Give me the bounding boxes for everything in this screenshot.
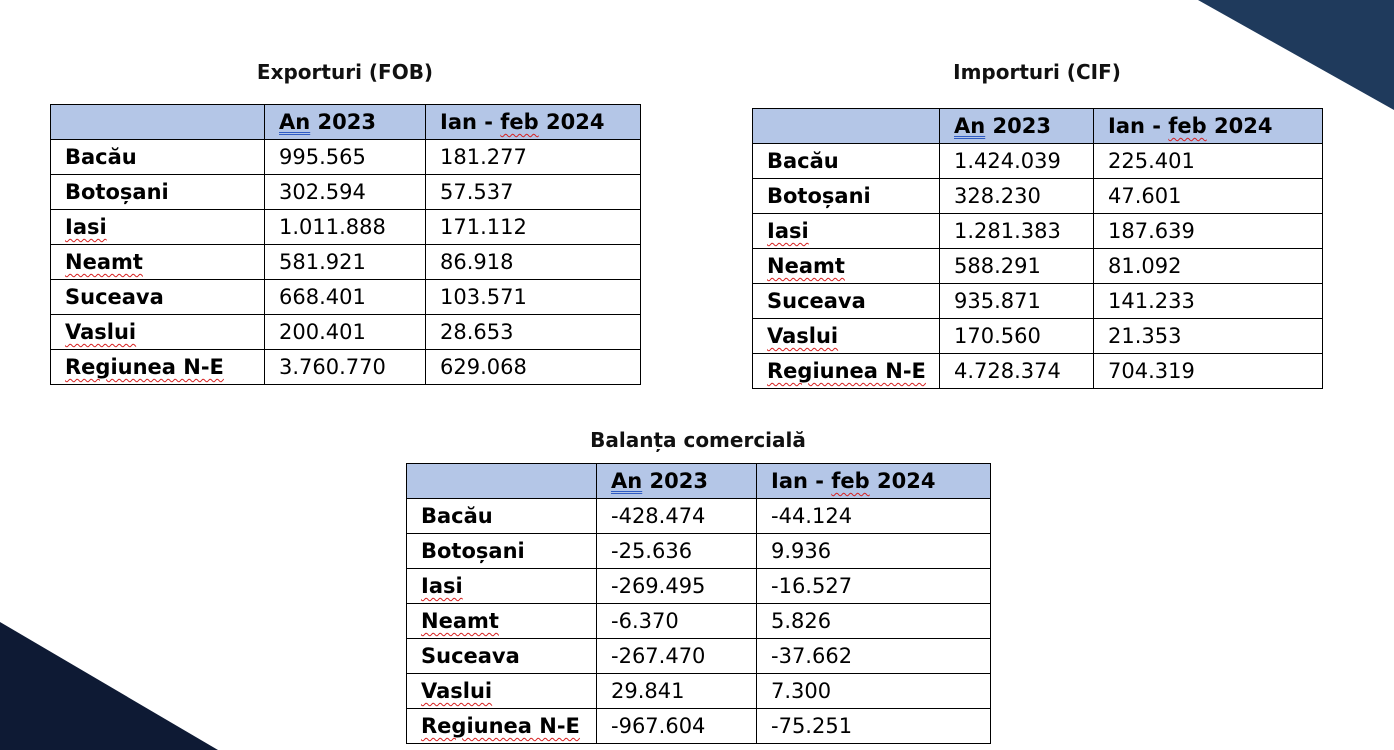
table-row	[407, 674, 991, 709]
table-row	[407, 709, 991, 744]
region-label: Vaslui	[421, 679, 493, 703]
value-ian-feb-2024: 141.233	[1094, 284, 1323, 319]
balance-table	[406, 463, 991, 744]
region-label: Suceava	[767, 289, 866, 313]
imports-header-year-2023: An 2023	[940, 109, 1094, 144]
region-label: Regiunea N-E	[65, 355, 224, 379]
region-label: Regiunea N-E	[767, 359, 926, 383]
table-row	[753, 214, 1323, 249]
region-name	[753, 249, 940, 284]
region-label: Bacău	[421, 504, 493, 528]
exports-table	[50, 104, 641, 385]
region-name	[753, 319, 940, 354]
region-name	[407, 674, 597, 709]
balance-header-jan-feb-2024: Ian - feb 2024	[757, 464, 991, 499]
value-ian-feb-2024: 704.319	[1094, 354, 1323, 389]
value-ian-feb-2024: 9.936	[757, 534, 991, 569]
value-an-2023: 170.560	[940, 319, 1094, 354]
region-label: Vaslui	[65, 320, 137, 344]
value-an-2023: 4.728.374	[940, 354, 1094, 389]
value-ian-feb-2024: 81.092	[1094, 249, 1323, 284]
value-an-2023: 935.871	[940, 284, 1094, 319]
value-an-2023: -428.474	[597, 499, 757, 534]
table-row	[407, 604, 991, 639]
table-row	[51, 210, 641, 245]
region-name	[753, 354, 940, 389]
exports-title: Exporturi (FOB)	[256, 60, 434, 84]
value-an-2023: 1.424.039	[940, 144, 1094, 179]
balance-header-year-2023: An 2023	[597, 464, 757, 499]
table-row	[753, 144, 1323, 179]
value-an-2023: 588.291	[940, 249, 1094, 284]
value-ian-feb-2024: 86.918	[426, 245, 641, 280]
value-ian-feb-2024: 7.300	[757, 674, 991, 709]
value-ian-feb-2024: 187.639	[1094, 214, 1323, 249]
table-row	[753, 249, 1323, 284]
region-name	[51, 210, 265, 245]
table-row	[407, 639, 991, 674]
region-name	[753, 144, 940, 179]
exports-header-row	[51, 105, 641, 140]
table-row	[51, 245, 641, 280]
header-an-word: An	[279, 110, 311, 134]
value-ian-feb-2024: 47.601	[1094, 179, 1323, 214]
region-label: Neamt	[767, 254, 845, 278]
table-row	[51, 175, 641, 210]
header-feb-word: feb	[1168, 114, 1207, 138]
value-an-2023: 1.281.383	[940, 214, 1094, 249]
table-row	[753, 179, 1323, 214]
table-row	[407, 499, 991, 534]
region-name	[51, 315, 265, 350]
imports-title: Importuri (CIF)	[953, 60, 1121, 84]
value-an-2023: -269.495	[597, 569, 757, 604]
imports-header-corner	[753, 109, 940, 144]
value-ian-feb-2024: 225.401	[1094, 144, 1323, 179]
region-label: Botoșani	[65, 180, 169, 204]
value-an-2023: -25.636	[597, 534, 757, 569]
value-an-2023: 668.401	[265, 280, 426, 315]
balance-header-corner	[407, 464, 597, 499]
value-an-2023: 1.011.888	[265, 210, 426, 245]
balance-title: Balanța comercială	[590, 428, 806, 452]
value-an-2023: 3.760.770	[265, 350, 426, 385]
value-an-2023: 995.565	[265, 140, 426, 175]
table-row	[51, 315, 641, 350]
exports-header-jan-feb-2024: Ian - feb 2024	[426, 105, 641, 140]
region-name	[51, 245, 265, 280]
value-ian-feb-2024: 28.653	[426, 315, 641, 350]
value-an-2023: 328.230	[940, 179, 1094, 214]
region-name	[407, 534, 597, 569]
header-an-word: An	[611, 469, 643, 493]
region-label: Neamt	[65, 250, 143, 274]
value-an-2023: 29.841	[597, 674, 757, 709]
value-an-2023: -967.604	[597, 709, 757, 744]
table-row	[51, 140, 641, 175]
region-label: Bacău	[767, 149, 839, 173]
region-label: Suceava	[65, 285, 164, 309]
region-name	[407, 604, 597, 639]
region-name	[753, 179, 940, 214]
region-name	[753, 214, 940, 249]
region-name	[407, 569, 597, 604]
table-row	[753, 284, 1323, 319]
table-row	[753, 354, 1323, 389]
region-name	[51, 280, 265, 315]
region-label: Iasi	[65, 215, 107, 239]
region-label: Botoșani	[421, 539, 525, 563]
value-an-2023: 200.401	[265, 315, 426, 350]
top-right-navy-shape	[1198, 0, 1394, 110]
header-feb-word: feb	[500, 110, 539, 134]
exports-header-year-2023: An 2023	[265, 105, 426, 140]
exports-header-corner	[51, 105, 265, 140]
balance-header-row	[407, 464, 991, 499]
region-label: Iasi	[767, 219, 809, 243]
value-ian-feb-2024: 629.068	[426, 350, 641, 385]
value-ian-feb-2024: 21.353	[1094, 319, 1323, 354]
value-an-2023: -6.370	[597, 604, 757, 639]
value-ian-feb-2024: -44.124	[757, 499, 991, 534]
bottom-left-navy-shape	[0, 622, 218, 750]
region-name	[407, 639, 597, 674]
region-name	[51, 175, 265, 210]
value-ian-feb-2024: -16.527	[757, 569, 991, 604]
region-label: Iasi	[421, 574, 463, 598]
value-an-2023: -267.470	[597, 639, 757, 674]
value-an-2023: 581.921	[265, 245, 426, 280]
table-row	[753, 319, 1323, 354]
region-name	[407, 709, 597, 744]
table-row	[51, 350, 641, 385]
region-name	[51, 140, 265, 175]
region-label: Regiunea N-E	[421, 714, 580, 738]
imports-table	[752, 108, 1323, 389]
region-label: Suceava	[421, 644, 520, 668]
value-ian-feb-2024: -37.662	[757, 639, 991, 674]
value-ian-feb-2024: 171.112	[426, 210, 641, 245]
value-ian-feb-2024: 103.571	[426, 280, 641, 315]
region-name	[753, 284, 940, 319]
value-ian-feb-2024: 181.277	[426, 140, 641, 175]
table-row	[51, 280, 641, 315]
imports-header-row	[753, 109, 1323, 144]
region-name	[407, 499, 597, 534]
value-ian-feb-2024: 5.826	[757, 604, 991, 639]
header-an-word: An	[954, 114, 986, 138]
region-label: Vaslui	[767, 324, 839, 348]
value-ian-feb-2024: 57.537	[426, 175, 641, 210]
imports-header-jan-feb-2024: Ian - feb 2024	[1094, 109, 1323, 144]
region-label: Neamt	[421, 609, 499, 633]
region-name	[51, 350, 265, 385]
table-row	[407, 534, 991, 569]
region-label: Bacău	[65, 145, 137, 169]
value-ian-feb-2024: -75.251	[757, 709, 991, 744]
region-label: Botoșani	[767, 184, 871, 208]
header-feb-word: feb	[831, 469, 870, 493]
table-row	[407, 569, 991, 604]
value-an-2023: 302.594	[265, 175, 426, 210]
